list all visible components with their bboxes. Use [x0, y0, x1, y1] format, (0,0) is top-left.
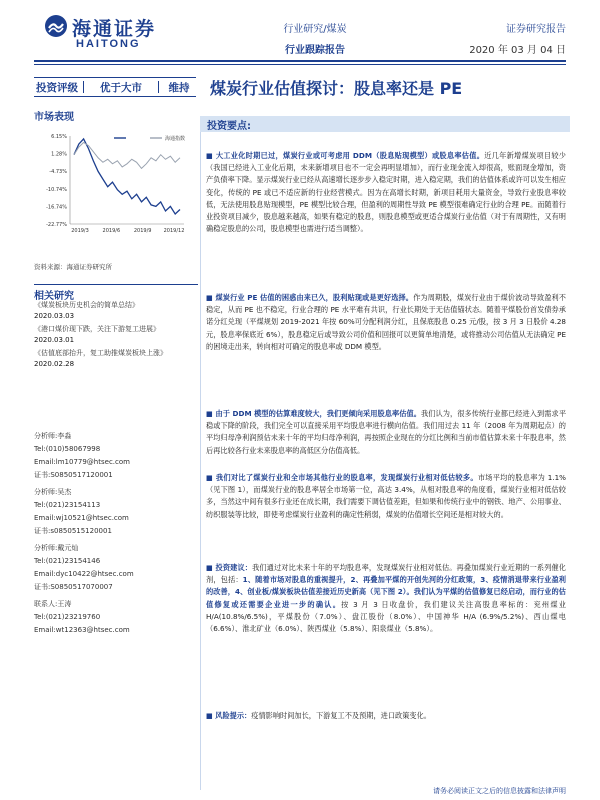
related-divider — [34, 284, 198, 285]
y-tick-label: -16.74% — [46, 204, 67, 211]
contact-email: Email:wt12363@htsec.com — [34, 626, 130, 634]
market-performance-chart — [34, 128, 198, 238]
related-item — [34, 324, 198, 346]
header-divider — [34, 60, 566, 62]
key-point-paragraph — [206, 150, 566, 235]
header-report-label: 证券研究报告 — [506, 24, 566, 35]
bullet-icon: ■ — [206, 473, 216, 482]
analyst-cert: 证书:S0850517070007 — [34, 583, 113, 591]
bullet-icon: ■ — [206, 711, 216, 720]
header-report-type: 行业跟踪报告 — [285, 45, 345, 56]
related-item-date: 2020.03.03 — [34, 312, 75, 320]
key-point-body: 我们认为，很多传统行业都已经进入到需求平稳或下降的阶段，我们完全可以直接采用平均股息率进行横向估值。我们用过去 11 年（2008 年为周期起点）的平均归母净利润预估未来十年的平均归母净利润，再按照企业现在的分红比例和当前市值估算未来十年股息率，然后再比较各行业未来股息率的高低区分估值高低。 — [206, 409, 567, 455]
header-date: 2020 年 03 月 04 日 — [469, 45, 566, 56]
analyst-tel: Tel:(021)23154113 — [34, 501, 101, 509]
key-points-heading: 投资要点: — [207, 121, 251, 132]
analyst-card — [34, 430, 130, 482]
key-point-paragraph — [206, 562, 566, 635]
header-meta-block — [469, 20, 566, 56]
investment-advice-label: 投资建议： — [215, 563, 253, 572]
contact-card — [34, 598, 130, 637]
header-category: 行业研究/煤炭 — [283, 24, 347, 35]
analyst-email: Email:dyc10422@htsec.com — [34, 570, 134, 578]
analyst-tel: Tel:(010)58067998 — [34, 445, 101, 453]
header-category-block — [265, 20, 365, 56]
risk-body: 疫情影响时间加长，下游复工不及预期，进口政策变化。 — [251, 711, 431, 720]
key-point-lead: 由于 DDM 模型的估算难度较大，我们更倾向采用股息率估值。 — [215, 409, 421, 418]
key-point-body: 作为周期股，煤炭行业由于煤价波动导致盈利不稳定，从而 PE 也不稳定，行业合理的 PE 水平难有共识，行业长期处于无估值锚状态。随着平煤股份首发债券承诺分红兑现（平煤规划 2019-2021 年按 60%可分配利润分红，且保底股息 0.25 元/股，按 3 月 3 日股价 4.28 元，股息率保底近 6%），股息稳定后或导致公司价值和回报可以更简单地清楚，或将推动公司估值从无法确定 PE 的困境走出来，转向相对可确定的股息率或 DDM 模型。 — [206, 293, 566, 351]
investment-advice-body: 我们通过对比未来十年的平均股息率，发现煤炭行业相对低估。再叠加煤炭行业近期的一系列催化剂，包括： — [206, 563, 566, 585]
analyst-name: 分析师:吴杰 — [34, 488, 72, 496]
related-item-title: 《港口煤价现下跌，关注下游复工进展》 — [34, 325, 160, 333]
y-tick-label: 6.15% — [51, 134, 67, 140]
x-tick-label: 2019/9 — [133, 228, 152, 234]
rating-separator — [158, 81, 159, 93]
bullet-icon: ■ — [206, 563, 216, 572]
related-item-title: 《估值底部抬升，复工助推煤炭板块上涨》 — [34, 349, 167, 357]
header-divider-thin — [34, 64, 566, 65]
key-point-paragraph — [206, 472, 566, 521]
related-item — [34, 300, 198, 322]
rating-separator — [83, 81, 84, 93]
key-point-body: 市场平均的股息率为 1.1%（见下图 1），而煤炭行业的股息率居全市场第一位，高达 3.4%，从相对股息率的角度看，煤炭行业相对低估较多，当然这中间有很多行业还在成长期，我们需要下调估值差距，但如果和传统行业中的钢铁、地产、公用事业、纺织服装等比较，即使考虑煤炭行业盈利的确定性稍弱，煤炭的估值增长空间还是相对较大的。 — [206, 473, 567, 519]
key-point-paragraph — [206, 292, 566, 353]
key-point-paragraph — [206, 408, 566, 457]
rating-value: 优于大市 — [100, 81, 142, 94]
related-heading: 相关研究 — [34, 291, 74, 302]
related-item — [34, 348, 198, 370]
disclaimer-footer: 请务必阅读正文之后的信息披露和法律声明 — [433, 787, 566, 795]
rating-status: 维持 — [168, 81, 190, 94]
legend-label: 海通指数 — [165, 136, 186, 142]
risk-label: 风险提示： — [215, 711, 252, 720]
y-tick-label: 1.28% — [51, 151, 67, 158]
logo-text-cn: 海通证券 — [72, 18, 157, 40]
series-line — [74, 139, 180, 214]
analyst-name: 分析师:戴元灿 — [34, 544, 79, 552]
analyst-cert: 证书:s0850515120001 — [34, 527, 112, 535]
bullet-icon: ■ — [206, 151, 216, 160]
investment-rating — [34, 77, 196, 97]
key-point-body: 近几年新增煤炭项目较少（我国已经进入工业化后期，未来新增项目也不一定会再明显增加），而行业现金流入却很高，账面现金增加，资产负债率下降。显示煤炭行业已经从高速增长逐步步入稳定时期，进入稳定期，我们的估值体系或许可以发生相应变化，传统的 PE 或已不适应新的行业经营模式。因为在高增长时期，新项目耗用大量资金，导致行业股息率较低，无法使用股息贴现模型，PE 模型比较合理，但盈利的周期性导致 PE 模型很难确定行业的合理 PE。而随着行业投资项目减少，股息越来越高，如果有稳定的股息，则股息模型或更适合煤炭行业估值（对于有周期性，又有明确稳定股息的公司，股息模型也需进行适当调整）。 — [206, 151, 566, 234]
y-tick-label: -22.77% — [46, 222, 67, 228]
key-point-paragraph — [206, 710, 566, 722]
analyst-card — [34, 542, 134, 594]
related-item-date: 2020.03.01 — [34, 336, 75, 344]
analyst-email: Email:lm10779@htsec.com — [34, 458, 130, 466]
analyst-name: 分析师:李淼 — [34, 432, 72, 440]
bullet-icon: ■ — [206, 293, 216, 302]
x-tick-label: 2019/3 — [71, 228, 89, 234]
key-point-lead: 煤炭行业 PE 估值的困惑由来已久，股利贴现或是更好选择。 — [215, 293, 414, 302]
report-title: 煤炭行业估值探讨：股息率还是 PE — [210, 79, 463, 98]
contact-tel: Tel:(021)23219760 — [34, 613, 101, 621]
key-point-lead: 我们对比了煤炭行业和全市场其他行业的股息率，发现煤炭行业相对低估较多。 — [215, 473, 478, 482]
key-point-lead: 大工业化时期已过，煤炭行业或可考虑用 DDM（股息贴现模型）或股息率估值。 — [215, 151, 485, 160]
logo-text-en: HAITONG — [76, 38, 141, 50]
series-line — [74, 143, 180, 169]
haitong-logo-icon — [44, 14, 68, 38]
x-tick-label: 2019/6 — [102, 228, 121, 234]
related-item-date: 2020.02.28 — [34, 360, 75, 368]
x-tick-label: 2019/12 — [163, 228, 185, 234]
investment-advice-catalysts: 1、随着市场对股息的重视提升，2、再叠加平煤的开创先河的分红政策，3、疫情消退带来行业盈利的改善，4、创业板/煤炭板块估值差接近历史新高（见下图 2）。我们认为平煤的估值修复已经启动，而行业的估值修复或还需要企业进一步的确认。 — [206, 575, 566, 609]
rating-label: 投资评级 — [36, 81, 78, 94]
bullet-icon: ■ — [206, 409, 216, 418]
analyst-tel: Tel:(021)23154146 — [34, 557, 101, 565]
key-points-header-bar — [200, 116, 570, 132]
analyst-email: Email:wj10521@htsec.com — [34, 514, 129, 522]
contact-name: 联系人:王涛 — [34, 600, 72, 608]
y-tick-label: -4.73% — [49, 169, 67, 176]
analyst-cert: 证书:S0850517120001 — [34, 471, 113, 479]
y-tick-label: -10.74% — [46, 186, 67, 193]
chart-source: 资料来源：海通证券研究所 — [34, 263, 112, 271]
investment-advice-picks: 按 3 月 3 日收盘价，我们建议关注高股息率标的：兖州煤业 H/A(10.8%/6.5%)，平煤股份（7.0%）、盘江股份（8.0%）、中国神华 H/A (6.9%/5.2%)、西山煤电（6.6%）、淮北矿业（6.0%）、陕西煤业（5.8%）、阳泉煤业（5.8%）。 — [206, 599, 566, 634]
market-heading: 市场表现 — [34, 112, 74, 123]
analyst-card — [34, 486, 129, 538]
related-item-title: 《煤炭板块历史机会的简单总结》 — [34, 301, 139, 309]
